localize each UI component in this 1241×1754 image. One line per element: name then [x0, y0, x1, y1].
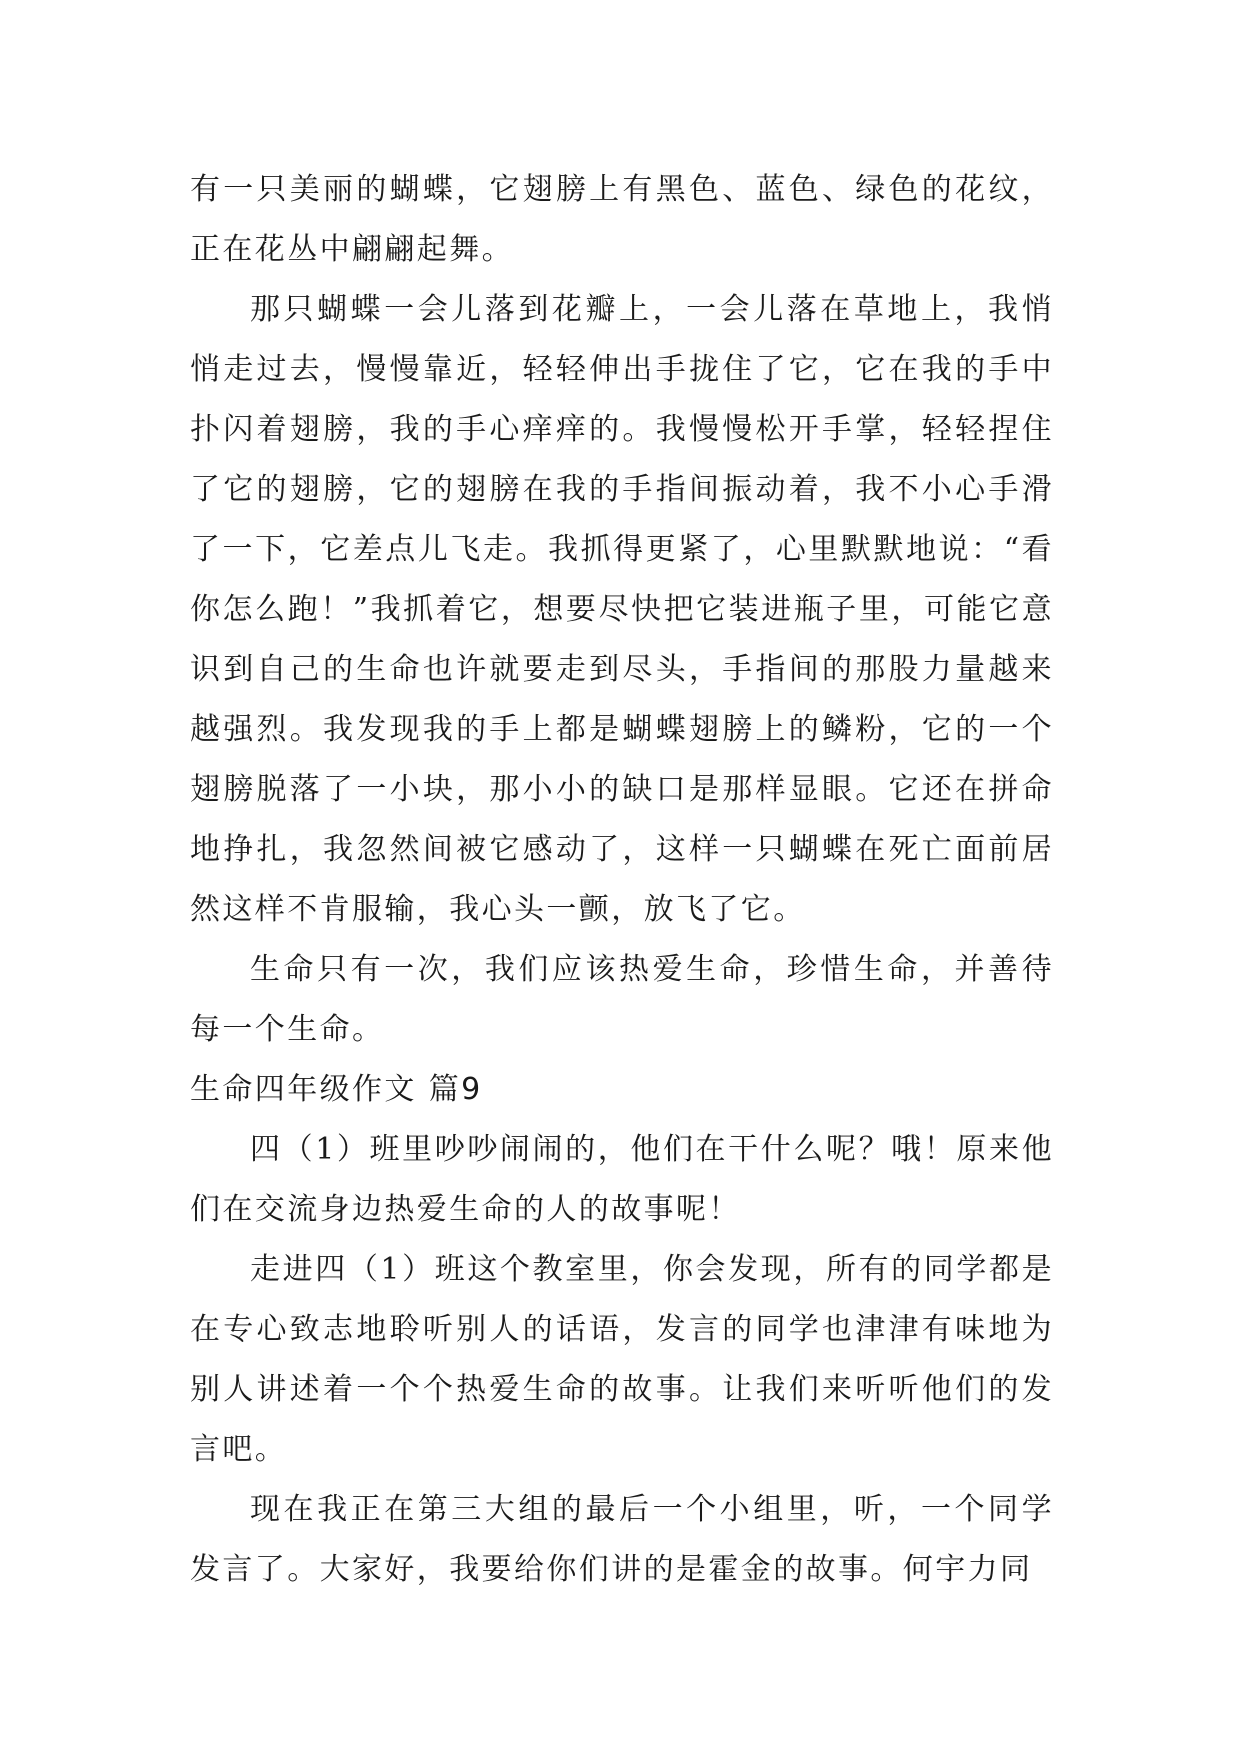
paragraph-cherish-life: 生命只有一次，我们应该热爱生命，珍惜生命，并善待每一个生命。 — [190, 952, 1054, 1047]
document-body — [190, 160, 1054, 1600]
paragraph-class-noise: 四（1）班里吵吵闹闹的，他们在干什么呢？哦！原来他们在交流身边热爱生命的人的故事呢！ — [190, 1132, 1054, 1227]
paragraph-butterfly-story: 那只蝴蝶一会儿落到花瓣上，一会儿落在草地上，我悄悄走过去，慢慢靠近，轻轻伸出手拢住了它，它在我的手中扑闪着翅膀，我的手心痒痒的。我慢慢松开手掌，轻轻捏住了它的翅膀，它的翅膀在我的手指间振动着，我不小心手滑了一下，它差点儿飞走。我抓得更紧了，心里默默地说：“看你怎么跑！”我抓着它，想要尽快把它装进瓶子里，可能它意识到自己的生命也许就要走到尽头，手指间的那股力量越来越强烈。我发现我的手上都是蝴蝶翅膀上的鳞粉，它的一个翅膀脱落了一小块，那小小的缺口是那样显眼。它还在拼命地挣扎，我忽然间被它感动了，这样一只蝴蝶在死亡面前居然这样不肯服输，我心头一颤，放飞了它。 — [190, 292, 1054, 927]
paragraph-hawking-story: 现在我正在第三大组的最后一个小组里，听，一个同学发言了。大家好，我要给你们讲的是霍金的故事。何宇力同 — [190, 1492, 1054, 1587]
section-heading: 生命四年级作文 篇9 — [190, 1072, 483, 1107]
paragraph-butterfly-intro: 有一只美丽的蝴蝶，它翅膀上有黑色、蓝色、绿色的花纹，正在花丛中翩翩起舞。 — [190, 172, 1054, 267]
paragraph-classroom: 走进四（1）班这个教室里，你会发现，所有的同学都是在专心致志地聆听别人的话语，发言的同学也津津有味地为别人讲述着一个个热爱生命的故事。让我们来听听他们的发言吧。 — [190, 1252, 1054, 1467]
